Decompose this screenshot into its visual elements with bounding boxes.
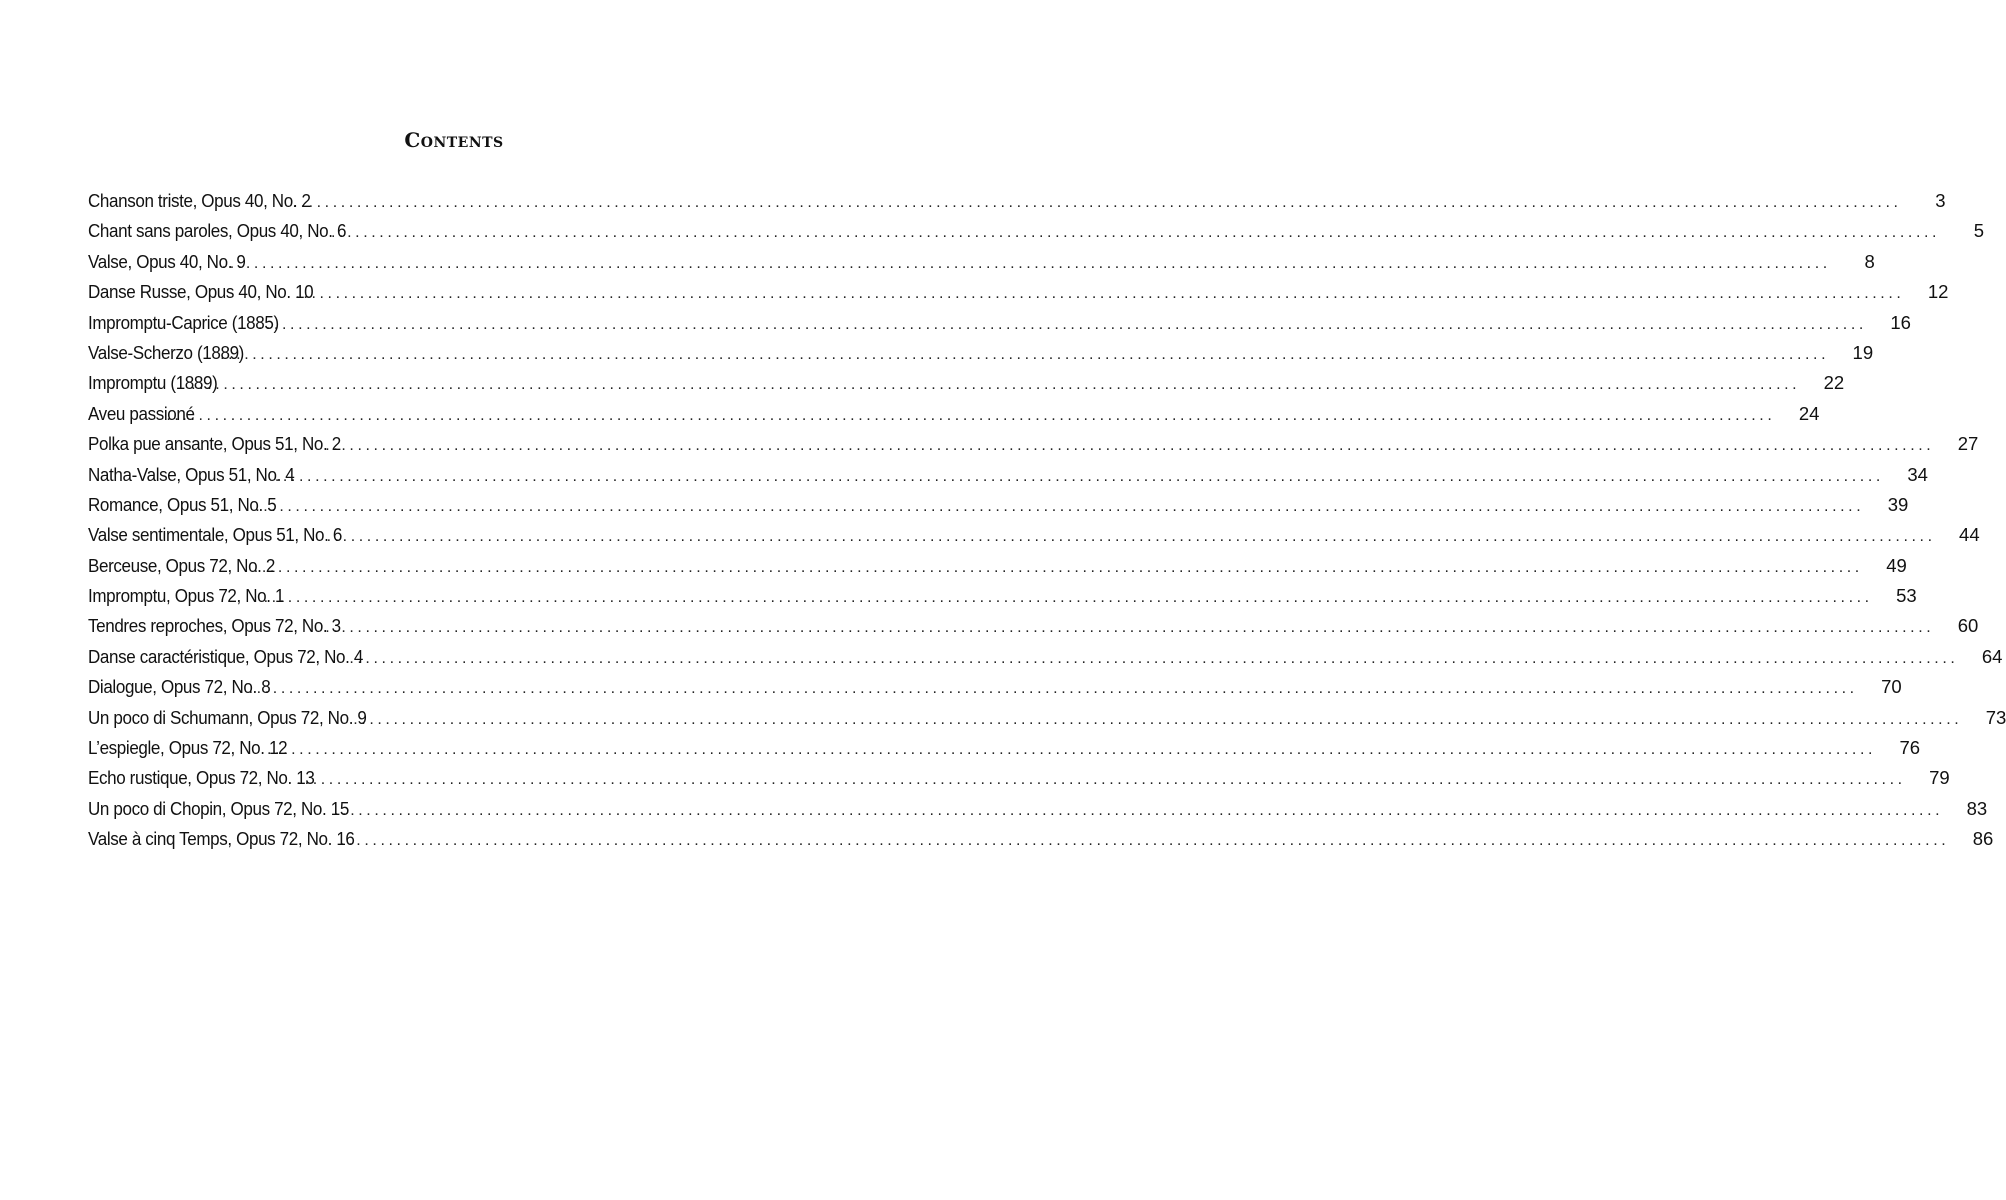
toc-entry	[88, 733, 1921, 763]
toc-entry	[88, 247, 1875, 277]
toc-entry-title: Chant sans paroles, Opus 40, No. 6	[88, 220, 347, 242]
toc-entry	[88, 399, 1820, 429]
toc-entry-title: Berceuse, Opus 72, No. 2	[88, 554, 276, 576]
dot-leader: ........................................................................................................................................................................................................	[325, 437, 1935, 455]
toc-entry-title: Danse caractéristique, Opus 72, No. 4	[88, 645, 363, 667]
toc-entry-page: 64	[1981, 645, 2003, 667]
toc-entry-page: 53	[1896, 585, 1917, 607]
toc-entry	[88, 551, 1907, 581]
toc-entry-title: Valse à cinq Temps, Opus 72, No. 16	[88, 828, 355, 850]
toc-entry	[88, 824, 1994, 854]
page-title: Contents	[404, 128, 504, 152]
toc-entry-title: Tendres reproches, Opus 72, No. 3	[88, 615, 341, 637]
toc-entry-title: Impromptu (1889)	[88, 372, 218, 394]
toc-entry	[88, 763, 1950, 793]
dot-leader: ........................................................................................................................................................................................................	[325, 619, 1935, 637]
toc-entry-page: 83	[1966, 797, 1988, 819]
dot-leader: ........................................................................................................................................................................................................	[295, 285, 1905, 303]
dot-leader: ........................................................................................................................................................................................................	[220, 345, 1830, 363]
toc-entry-page: 70	[1881, 676, 1902, 698]
toc-entry-page: 39	[1887, 493, 1909, 515]
dot-leader: ........................................................................................................................................................................................................	[331, 224, 1941, 242]
dot-leader: ........................................................................................................................................................................................................	[340, 832, 1950, 850]
toc-entry-title: Valse, Opus 40, No. 9	[88, 250, 246, 272]
toc-entry	[88, 520, 1980, 550]
toc-entry-title: Aveu passioné	[88, 402, 195, 424]
toc-entry-title: Natha-Valse, Opus 51, No. 4	[88, 463, 295, 485]
toc-entry	[88, 216, 1985, 246]
toc-entry-title: Impromptu-Caprice (1885)	[88, 311, 279, 333]
toc-entry-title: Valse-Scherzo (1889)	[88, 341, 244, 363]
toc-entry-page: 16	[1890, 311, 1911, 333]
toc-entry-page: 19	[1852, 341, 1874, 363]
dot-leader: ........................................................................................................................................................................................................	[292, 194, 1902, 211]
toc-entry	[88, 368, 1845, 398]
toc-entry-title: Polka pue ansante, Opus 51, No. 2	[88, 433, 341, 455]
toc-entry-page: 44	[1959, 524, 1980, 546]
toc-entry	[88, 429, 1979, 459]
toc-entry-page: 12	[1927, 281, 1949, 303]
toc-entry-page: 34	[1907, 463, 1928, 485]
dot-leader: ........................................................................................................................................................................................................	[191, 376, 1801, 394]
toc-entry-page: 60	[1957, 615, 1979, 637]
dot-leader: ........................................................................................................................................................................................................	[326, 528, 1936, 546]
toc-entry-page: 49	[1886, 554, 1907, 576]
toc-entry-page: 3	[1935, 190, 1946, 211]
toc-entry	[88, 642, 2003, 672]
toc-entry	[88, 581, 1917, 611]
toc-entry-title: Impromptu, Opus 72, No. 1	[88, 585, 285, 607]
dot-leader: ........................................................................................................................................................................................................	[257, 315, 1867, 333]
dot-leader: ........................................................................................................................................................................................................	[349, 649, 1959, 667]
toc-entry-title: Danse Russe, Opus 40, No. 10	[88, 281, 314, 303]
toc-entry-page: 27	[1957, 433, 1979, 455]
toc-entry-page: 86	[1972, 828, 1994, 850]
toc-entry	[88, 186, 1946, 216]
dot-leader: ........................................................................................................................................................................................................	[263, 589, 1873, 607]
toc-entry-title: Un poco di Chopin, Opus 72, No. 15	[88, 797, 349, 819]
toc-entry-title: Romance, Opus 51, No. 5	[88, 493, 277, 515]
toc-entry-page: 8	[1864, 250, 1875, 272]
toc-entry-page: 22	[1823, 372, 1845, 394]
toc-entry-title: Un poco di Schumann, Opus 72, No. 9	[88, 706, 367, 728]
toc-entry-page: 24	[1798, 402, 1820, 424]
dot-leader: ........................................................................................................................................................................................................	[255, 497, 1865, 515]
toc-entry	[88, 277, 1949, 307]
dot-leader: ........................................................................................................................................................................................................	[248, 680, 1858, 698]
toc-entry-page: 5	[1973, 220, 1985, 242]
dot-leader: ........................................................................................................................................................................................................	[253, 558, 1863, 576]
toc-entry	[88, 611, 1979, 641]
toc-entry-page: 79	[1929, 767, 1950, 789]
dot-leader: ........................................................................................................................................................................................................	[334, 801, 1944, 819]
dot-leader: ........................................................................................................................................................................................................	[274, 467, 1884, 485]
dot-leader: ........................................................................................................................................................................................................	[267, 741, 1877, 759]
toc-entry	[88, 308, 1911, 338]
toc-entry-title: L’espiegle, Opus 72, No. 12	[88, 737, 288, 759]
dot-leader: ........................................................................................................................................................................................................	[353, 710, 1963, 728]
toc-entry	[88, 794, 1988, 824]
toc-entry-title: Dialogue, Opus 72, No. 8	[88, 676, 271, 698]
toc-entry-title: Valse sentimentale, Opus 51, No. 6	[88, 524, 342, 546]
toc-entry-page: 76	[1899, 737, 1921, 759]
toc-entry	[88, 672, 1902, 702]
dot-leader: ........................................................................................................................................................................................................	[221, 254, 1831, 272]
dot-leader: ........................................................................................................................................................................................................	[296, 771, 1906, 789]
toc-entry-page: 73	[1985, 706, 2006, 728]
toc-entry	[88, 338, 1874, 368]
toc-entry-title: Echo rustique, Opus 72, No. 13	[88, 767, 315, 789]
toc-entry-title: Chanson triste, Opus 40, No. 2	[88, 190, 311, 211]
toc-entry	[88, 460, 1928, 490]
dot-leader: ........................................................................................................................................................................................................	[166, 406, 1776, 424]
toc-entry	[88, 490, 1909, 520]
toc-entry	[88, 703, 2006, 733]
table-of-contents	[88, 186, 2006, 855]
